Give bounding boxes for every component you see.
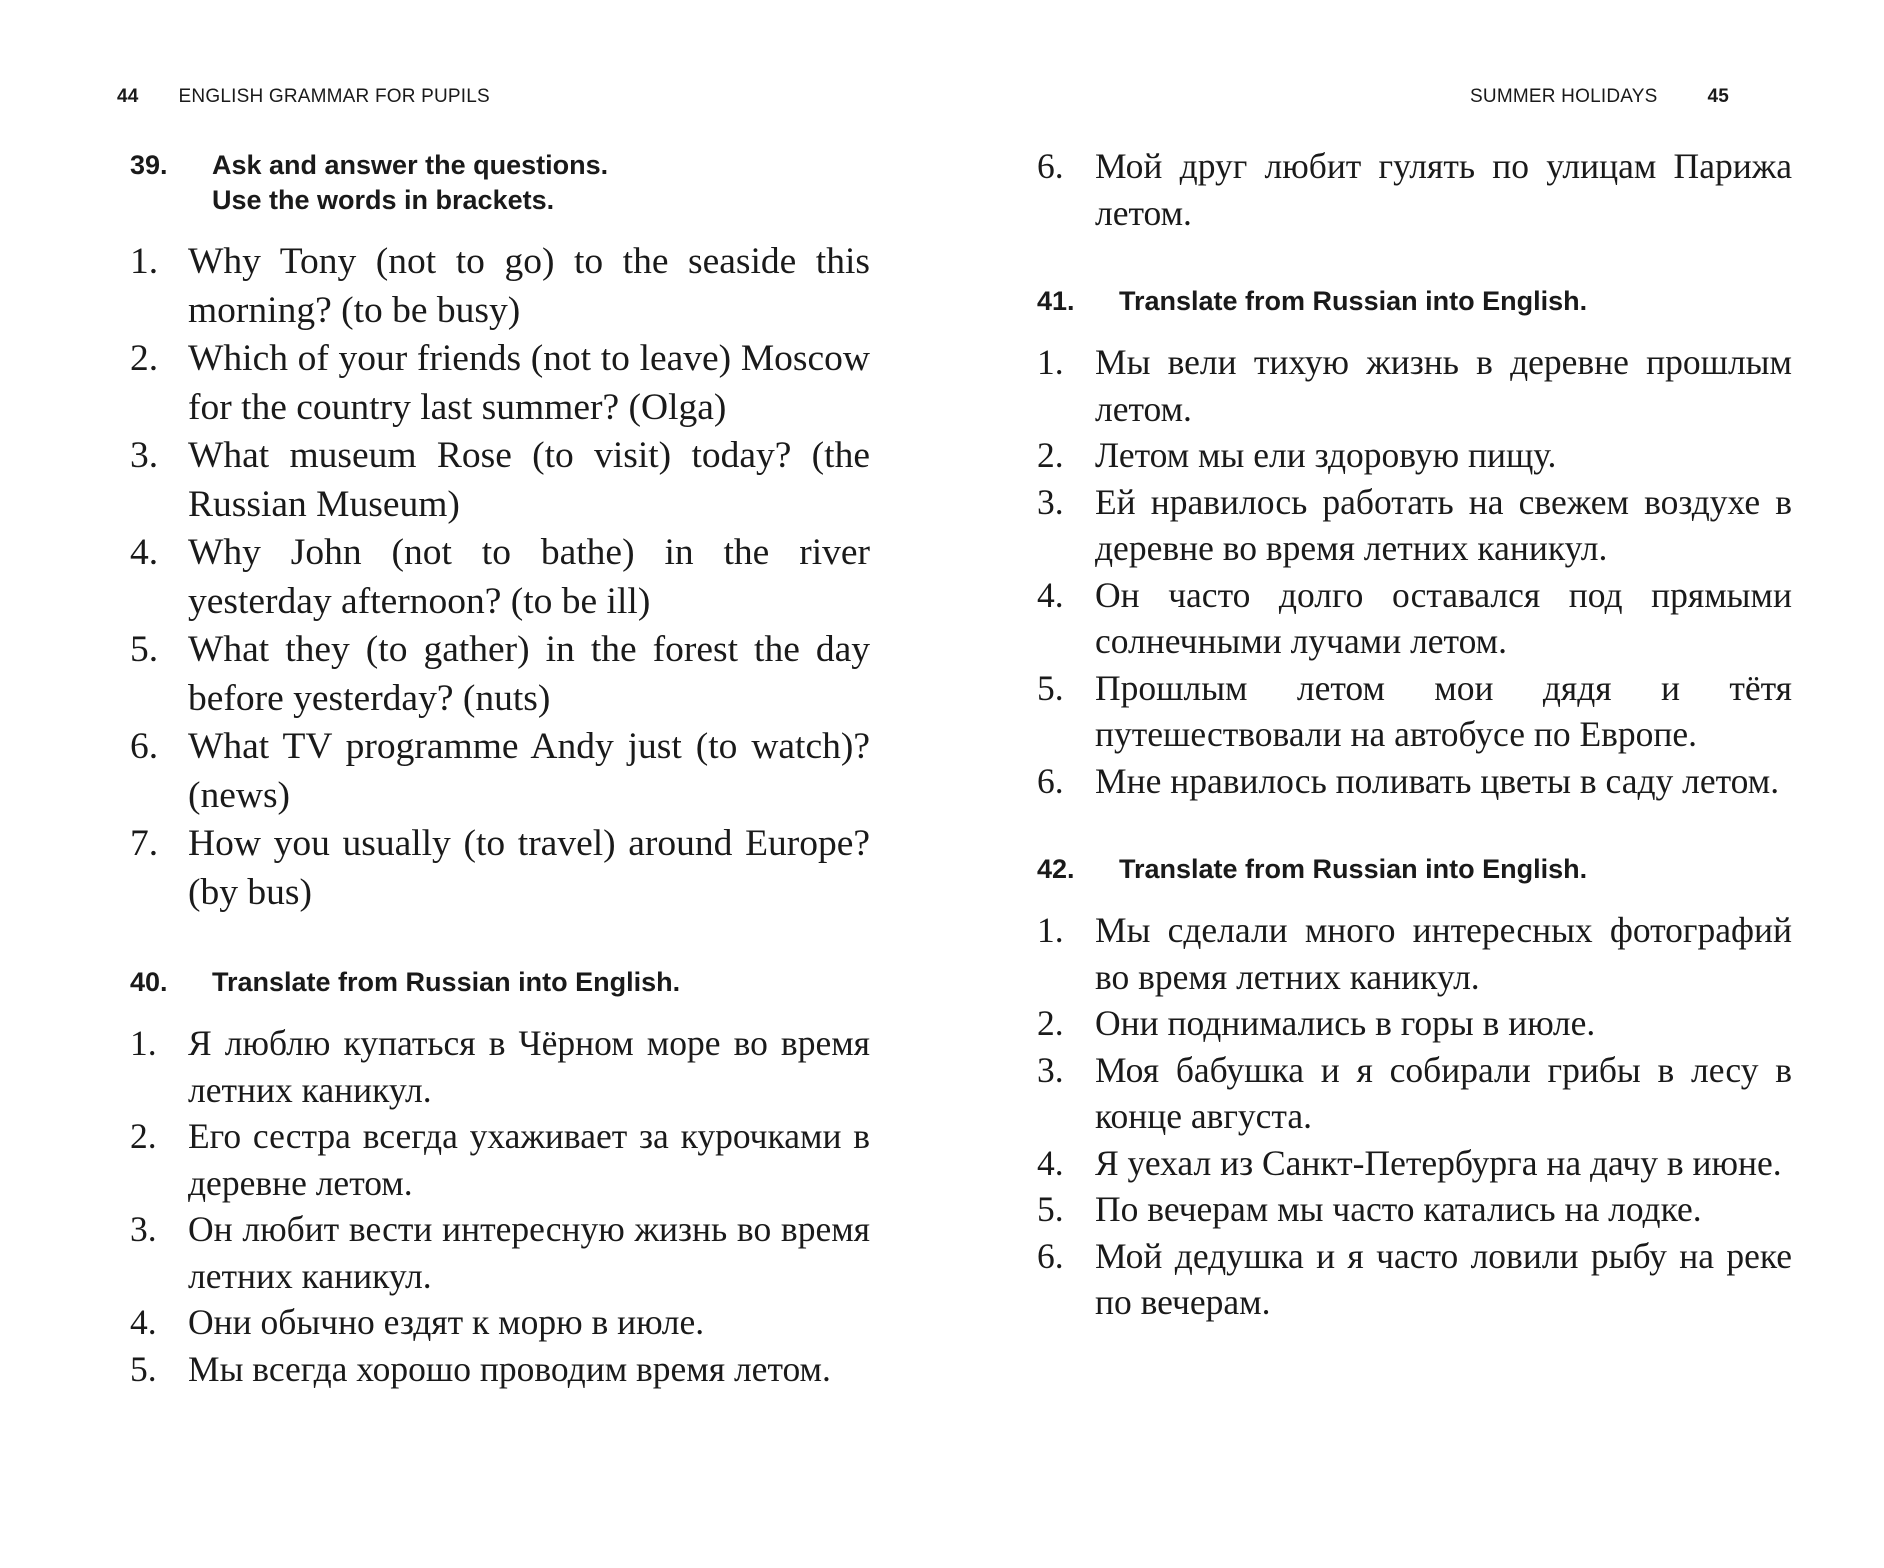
exercise-number: 39. [130,150,168,180]
list-item [130,1206,870,1299]
exercise-title [212,965,870,1000]
item-text: Он часто долго оставался под прямыми солнечными лучами летом. [1095,574,1792,661]
item-text: Мой дедушка и я часто ловили рыбу на реке по вечерам. [1095,1235,1792,1322]
exercise-title [212,148,870,218]
item-number: 7. [130,823,159,864]
item-text: What they (to gather) in the forest the day before yesterday? (nuts) [188,629,870,719]
item-number: 6. [130,726,159,767]
item-number: 6. [1037,1235,1064,1276]
exercise-39-heading [130,148,870,218]
item-number: 3. [130,435,159,476]
item-number: 1. [130,1023,157,1063]
left-running-title: ENGLISH GRAMMAR FOR PUPILS [178,86,490,107]
left-running-head [117,86,490,108]
item-text: Мне нравилось поливать цветы в саду летом. [1095,760,1780,801]
exercise-40-heading [130,965,870,1000]
item-text: What TV programme Andy just (to watch)? (news) [188,726,870,816]
item-number: 3. [130,1209,157,1249]
list-item [130,335,870,432]
exercise-40-continued-list [1037,143,1792,236]
item-text: Я люблю купаться в Чёрном море во время летних каникул. [188,1023,870,1110]
list-item [130,1113,870,1206]
item-text: Летом мы ели здоровую пищу. [1095,435,1557,475]
exercise-title-line: Use the words in brackets. [212,185,555,215]
item-text: Он любит вести интересную жизнь во время летних каникул. [188,1209,870,1296]
exercise-number: 41. [1037,286,1075,316]
exercise-40-list [130,1020,870,1392]
list-item [130,432,870,529]
item-text: Мой друг любит гулять по улицам Парижа летом. [1095,146,1792,233]
item-text: Прошлым летом мои дядя и тётя путешествовали на автобусе по Европе. [1095,667,1792,754]
item-number: 1. [130,241,159,282]
item-text: Они обычно ездят к морю в июле. [188,1302,705,1342]
list-item [1037,432,1792,479]
list-item [130,820,870,917]
list-item [1037,1140,1792,1187]
exercise-title [1119,284,1792,319]
exercise-41-list [1037,339,1792,804]
item-text: Они поднимались в горы в июле. [1095,1003,1596,1043]
list-item [130,626,870,723]
item-number: 5. [130,1348,157,1389]
item-number: 1. [1037,342,1064,382]
list-item [1037,339,1792,432]
exercise-40-body [130,1020,870,1392]
item-number: 4. [130,532,159,573]
item-number: 5. [1037,667,1064,708]
list-item [1037,758,1792,805]
list-item [1037,907,1792,1000]
item-number: 3. [1037,481,1064,522]
item-number: 1. [1037,910,1064,950]
item-text: What museum Rose (to visit) today? (the Russian Museum) [188,435,870,525]
item-number: 6. [1037,146,1064,186]
right-running-head [1470,86,1729,108]
list-item [1037,1047,1792,1140]
list-item [130,1346,870,1393]
list-item [1037,1233,1792,1326]
list-item [130,529,870,626]
left-page-number: 44 [117,86,139,107]
list-item [130,723,870,820]
exercise-42-list [1037,907,1792,1326]
exercise-title-line: Ask and answer the questions. [212,150,609,180]
item-text: Which of your friends (not to leave) Moscow for the country last summer? (Olga) [188,338,870,428]
item-number: 5. [130,629,159,670]
right-column [1037,143,1792,1326]
item-number: 4. [1037,574,1064,615]
list-item [1037,479,1792,572]
item-number: 2. [1037,435,1064,475]
item-number: 2. [130,338,159,379]
exercise-title-line: Translate from Russian into English. [1119,854,1588,884]
item-text: How you usually (to travel) around Europe? (by bus) [188,823,870,913]
item-text: Я уехал из Санкт-Петербурга на дачу в июне. [1095,1142,1782,1183]
item-text: По вечерам мы часто катались на лодке. [1095,1189,1702,1229]
item-number: 3. [1037,1049,1064,1090]
exercise-39-list [130,238,870,917]
list-item [130,1020,870,1113]
item-number: 4. [1037,1142,1064,1183]
list-item [1037,1000,1792,1047]
item-text: Why John (not to bathe) in the river yesterday afternoon? (to be ill) [188,532,870,622]
item-text: Why Tony (not to go) to the seaside this morning? (to be busy) [188,241,870,331]
list-item [1037,665,1792,758]
item-number: 2. [1037,1003,1064,1043]
right-running-title: SUMMER HOLIDAYS [1470,86,1658,107]
item-text: Мы всегда хорошо проводим время летом. [188,1348,831,1389]
list-item [130,1299,870,1346]
exercise-title [1119,852,1792,887]
exercise-42-heading [1037,852,1792,887]
item-number: 6. [1037,760,1064,801]
exercise-number: 42. [1037,854,1075,884]
exercise-41-heading [1037,284,1792,319]
item-text: Мы сделали много интересных фотографий во время летних каникул. [1095,910,1792,997]
list-item [1037,1186,1792,1233]
item-number: 4. [130,1302,157,1342]
exercise-title-line: Translate from Russian into English. [212,967,681,997]
item-text: Ей нравилось работать на свежем воздухе в деревне во время летних каникул. [1095,481,1792,568]
item-number: 5. [1037,1189,1064,1229]
list-item [1037,572,1792,665]
right-page-number: 45 [1707,86,1729,107]
item-text: Мы вели тихую жизнь в деревне прошлым летом. [1095,342,1792,429]
exercise-title-line: Translate from Russian into English. [1119,286,1588,316]
item-text: Моя бабушка и я собирали грибы в лесу в конце августа. [1095,1049,1792,1136]
item-text: Его сестра всегда ухаживает за курочками в деревне летом. [188,1116,870,1203]
item-number: 2. [130,1116,157,1156]
left-column [130,148,870,1392]
exercise-number: 40. [130,967,168,997]
list-item [1037,143,1792,236]
list-item [130,238,870,335]
